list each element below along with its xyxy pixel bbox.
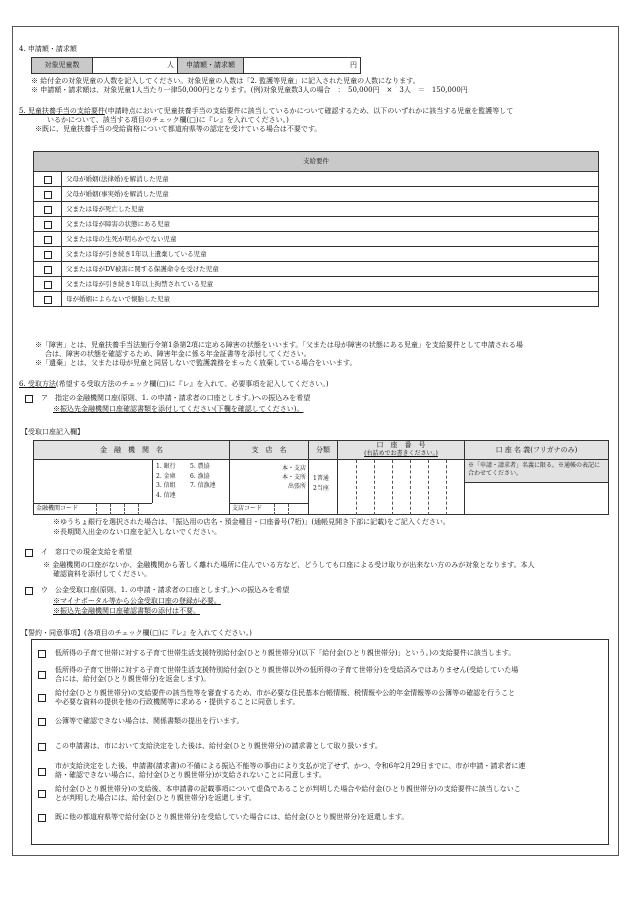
holder-header: 口 座 名 義(フリガナのみ)	[465, 441, 608, 460]
option-b-checkbox[interactable]	[25, 549, 33, 557]
requirement-checkbox[interactable]	[44, 176, 52, 184]
pledge-item	[55, 742, 603, 751]
pledge-item	[55, 762, 603, 780]
children-unit: 人	[167, 61, 174, 69]
requirement-checkbox[interactable]	[44, 236, 52, 244]
option-c-checkbox[interactable]	[25, 587, 33, 595]
pledge-text: 低所得の子育て世帯に対する子育て世帯生活支援特別給付金(ひとり親世帯分)(以下「給付金(ひとり親世帯分)」という。)の支給要件に該当します。	[55, 649, 516, 657]
section5-line2: いるかについて、該当する項目のチェック欄(□)に『レ』を入れてください。)	[47, 116, 289, 124]
children-count-input[interactable]	[92, 58, 178, 73]
bank-table	[33, 440, 609, 515]
holder-name-input[interactable]	[465, 482, 608, 516]
pledge-text: 低所得の子育て世帯に対する子育て世帯生活支援特別給付金(ひとり親世帯以外の低所得の子育て世帯分)を受給済みではありません(受給していた場	[55, 666, 519, 674]
class-type-option[interactable]: 2当座	[313, 485, 329, 492]
option-a-label: ア 指定の金融機関口座(原則、1. の申請・請求者の口座とします。)への振込みを希望	[41, 394, 311, 402]
pledge-text: や必要な資料の提供を他の行政機関等に求める・提供することに同意します。	[55, 697, 300, 706]
section4-title: 4. 申請額・請求額	[19, 45, 77, 53]
requirement-checkbox[interactable]	[44, 191, 52, 199]
pledge-text: この申請書は、市において支給決定をした後は、給付金(ひとり親世帯分)の請求書として取り扱います。	[55, 742, 382, 750]
requirement-checkbox[interactable]	[44, 206, 52, 214]
option-b-label: イ 窓口での現金支給を希望	[41, 548, 132, 556]
bank-name-header: 金 融 機 関 名	[34, 441, 230, 460]
bank-type-option[interactable]: 2. 金庫	[156, 472, 176, 480]
bank-type-option[interactable]: 6. 漁協	[190, 472, 210, 480]
section5-title-rest: (申請時点において児童扶養手当の支給要件に該当しているかについて確認するため、以下のいずれかに該当する児童を監護等して	[104, 107, 514, 115]
requirement-label: 父または母がDV被害に関する保護命令を受けた児童	[62, 262, 599, 277]
pledge-text: 給付金(ひとり親世帯分)の支給後、本申請書の記載事項について虚偽であることが判明した場合や給付金(ひとり親世帯分)の支給要件に該当しないこ	[55, 785, 521, 793]
section5-note1a: ※「障害」とは、児童扶養手当法施行令第1条第2項に定める障害の状態をいいます。「父または母が障害の状態にある児童」を支給要件として申請される場	[35, 341, 523, 349]
pledge-item	[55, 813, 603, 822]
requirement-label: 父または母が引き続き1年以上遺棄している児童	[62, 247, 599, 262]
bank-code-label: 金融機関コード	[36, 505, 79, 512]
requirement-checkbox[interactable]	[44, 251, 52, 259]
table-row	[34, 247, 599, 262]
pledge-text: 給付金(ひとり親世帯分)の支給要件の該当性等を審査するため、市が必要な住民基本台帳情報、税情報や公的年金情報等の公簿等の確認を行うこと	[55, 689, 516, 697]
requirement-label: 父または母が障害の状態にある児童	[62, 217, 599, 232]
holder-note: ※「申請・請求者」名義に限る。※通帳の表記に合わせてください。	[465, 460, 608, 482]
pledge-item	[55, 785, 603, 803]
branch-type-option[interactable]: 出張所	[287, 483, 306, 490]
table-row	[34, 217, 599, 232]
pledge-text: 市が支給決定をした後、申請書(請求書)の不備による振込不能等の事由により支払が完了せず、かつ、令和6年2月29日までに、市が申請・請求者に連	[55, 762, 526, 770]
pledge-item	[55, 666, 603, 684]
class-types	[313, 474, 329, 494]
section5-title-line	[19, 107, 615, 116]
section5-note1b: 合は、障害の状態を確認するため、障害年金に係る年金証書等を添付してください。	[45, 350, 311, 358]
requirements-table	[33, 151, 599, 307]
option-b-note2: 確認資料を添付してください。	[53, 570, 151, 578]
branch-code-row	[230, 503, 308, 515]
pledge-checkbox[interactable]	[38, 650, 46, 658]
section6-title-rest: (希望する受取方法のチェック欄(□)に『レ』を入れて、必要事項を記入してください。)	[55, 380, 329, 388]
section6-title-line	[19, 380, 329, 389]
requirement-checkbox[interactable]	[44, 221, 52, 229]
bank-type-option[interactable]: 4. 信連	[156, 491, 176, 499]
section6-title: 6. 受取方法	[19, 380, 56, 388]
children-count-label: 対象児童数	[32, 58, 93, 73]
section4-note1: ※ 給付金の対象児童の人数を記入してください。対象児童の人数は「2. 監護等児童」に記入された児童の人数になります。	[31, 77, 420, 85]
amount-box	[31, 57, 361, 74]
requirements-header: 支給要件	[34, 152, 599, 172]
bank-types-left	[156, 462, 176, 500]
bank-type-option[interactable]: 3. 信組	[156, 482, 176, 489]
bank-code-row	[34, 503, 152, 515]
option-c-label: ウ 公金受取口座(原則、1. の申請・請求者の口座とします。)への振込みを希望	[41, 586, 290, 594]
bank-note1: ※ゆうちょ銀行を選択された場合は、「振込用の店名・預金種目・口座番号(7桁)」(通帳見開き下部に記載)をご記入ください。	[53, 518, 450, 526]
amount-input[interactable]	[244, 58, 360, 73]
requirement-label: 父母が婚姻(事実婚)を解消した児童	[62, 187, 599, 202]
pledge-text: 合には、給付金(ひとり親世帯分)を返金します)。	[55, 674, 211, 683]
branch-code-label: 支店コード	[232, 505, 263, 512]
bank-type-option[interactable]: 5. 農協	[190, 463, 210, 470]
pledge-text: 公簿等で確認できない場合は、関係書類の提出を行います。	[55, 717, 244, 725]
bank-types-right	[190, 462, 216, 491]
pledge-title: 【誓約・同意事項】	[21, 629, 84, 637]
bank-type-option[interactable]: 7. 信漁連	[190, 482, 216, 489]
branch-header: 支 店 名	[230, 441, 309, 460]
table-row	[34, 232, 599, 247]
account-subheader: (右詰めでお書きください。)	[364, 449, 438, 457]
pledge-checkbox[interactable]	[38, 671, 46, 679]
branch-types	[270, 464, 306, 491]
option-a-note: ※振込先金融機関口座確認書類を添付してください(下欄を確認してください)。	[53, 405, 304, 413]
option-b-note1: ※ 金融機関の口座がないか、金融機関から著しく離れた場所に住んでいる方など、どうしても口座による受け取りが出来ない方のみが対象となります。本人	[43, 561, 535, 569]
pledge-text: 絡・確認できない場合に、給付金(ひとり親世帯分)が支給されないことに同意します。	[55, 770, 326, 779]
requirement-label: 父母が婚姻(法律婚)を解消した児童	[62, 172, 599, 187]
table-row	[34, 172, 599, 187]
bank-type-option[interactable]: 1. 銀行	[156, 463, 176, 470]
bank-section-title: 【受取口座記入欄】	[21, 428, 84, 436]
requirement-label: 父または母が死亡した児童	[62, 202, 599, 217]
option-c-note2: ※振込先金融機関口座確認書類の添付は不要。	[53, 607, 200, 615]
option-c-note1: ※マイナポータル等から公金受取口座の登録が必要。	[53, 597, 221, 605]
amount-unit: 円	[350, 61, 357, 69]
pledge-title-line	[21, 629, 252, 638]
branch-type-option[interactable]: 本・支店	[281, 465, 306, 472]
pledge-checkbox[interactable]	[38, 743, 46, 751]
divider	[308, 460, 309, 515]
table-row	[34, 262, 599, 277]
pledge-title-rest: (各項目のチェック欄(□)に『レ』を入れてください。)	[84, 629, 252, 637]
class-type-option[interactable]: 1普通	[313, 475, 329, 482]
pledge-checkbox[interactable]	[38, 768, 46, 776]
requirement-checkbox[interactable]	[44, 296, 52, 304]
table-row	[34, 202, 599, 217]
pledge-checkbox[interactable]	[38, 694, 46, 702]
form-page	[12, 26, 619, 856]
requirement-checkbox[interactable]	[44, 281, 52, 289]
option-a-checkbox[interactable]	[25, 395, 33, 403]
section5-note2: ※「遺棄」とは、父または母が児童と同居しないで監護義務をまったく放棄している場合をいいます。	[35, 359, 357, 367]
pledge-item	[55, 717, 603, 726]
pledge-item	[55, 689, 603, 707]
account-header-cell	[338, 441, 465, 460]
table-row	[34, 187, 599, 202]
table-row	[34, 292, 599, 307]
requirement-label: 母が婚姻によらないで懐胎した児童	[62, 292, 599, 307]
pledge-checkbox[interactable]	[38, 790, 46, 798]
section4-note2: ※ 申請額・請求額は、対象児童1人当たり一律50,000円となります。(例)対象児童数3人の場合 ： 50,000円 × 3人 ＝ 150,000円	[31, 86, 468, 94]
section5-line3: ※既に、児童扶養手当の受給資格について都道府県等の認定を受けている場合は不要です。	[35, 125, 322, 133]
requirement-label: 父または母が引き続き1年以上拘禁されている児童	[62, 277, 599, 292]
pledge-checkbox[interactable]	[38, 718, 46, 726]
bank-name-input[interactable]	[34, 460, 153, 503]
pledge-item	[55, 649, 603, 658]
class-header: 分類	[309, 441, 338, 460]
requirement-label: 父または母の生死が明らかでない児童	[62, 232, 599, 247]
requirement-checkbox[interactable]	[44, 266, 52, 274]
account-number-input[interactable]	[338, 460, 464, 515]
pledge-text: とが判明した場合には、給付金(ひとり親世帯分)を返還します。	[55, 793, 256, 802]
amount-label: 申請額・請求額	[178, 58, 244, 73]
pledge-checkbox[interactable]	[38, 814, 46, 822]
section5-title: 5. 児童扶養手当の支給要件	[19, 107, 105, 115]
pledge-text: 既に他の都道府県等で給付金(ひとり親世帯分)を受給していた場合には、給付金(ひとり親世帯分)を返還します。	[55, 813, 409, 821]
table-row	[34, 277, 599, 292]
account-header: 口 座 番 号	[376, 441, 426, 449]
branch-type-option[interactable]: 本・支所	[281, 474, 306, 481]
bank-note2: ※長期間入出金のない口座を記入しないでください。	[53, 528, 221, 536]
